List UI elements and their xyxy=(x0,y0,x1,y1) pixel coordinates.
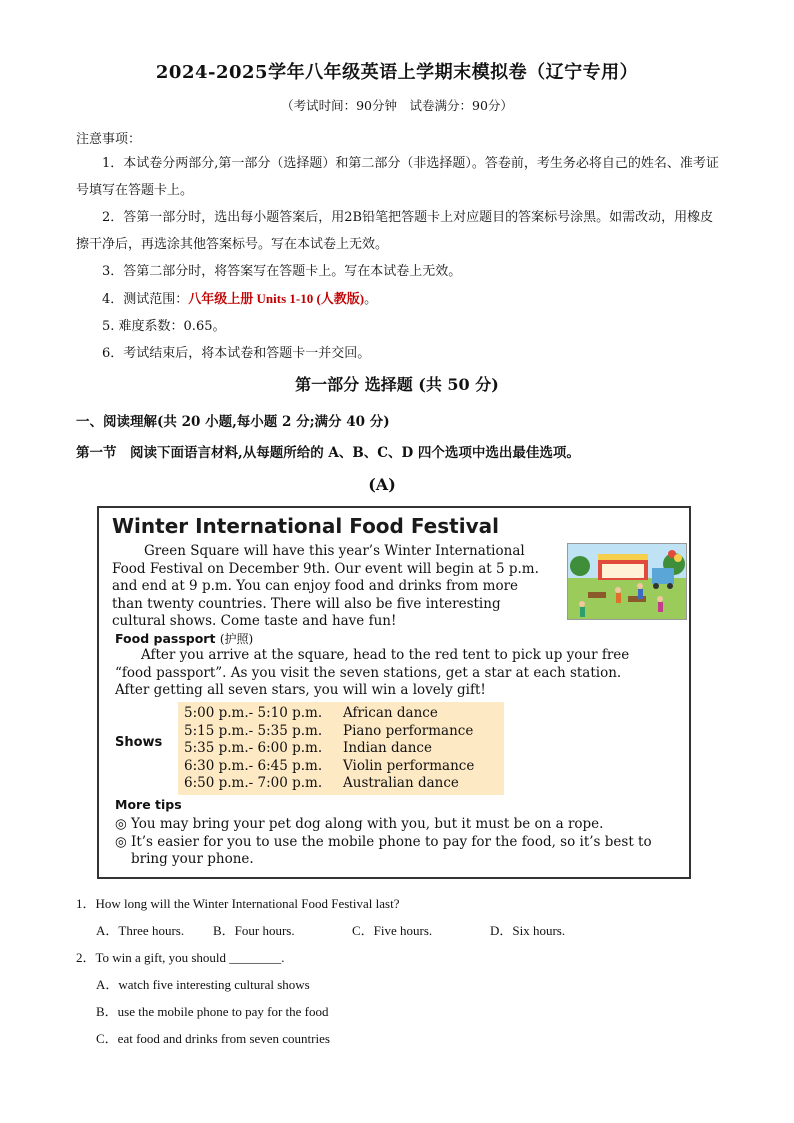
show-name: Violin performance xyxy=(343,757,475,774)
tip-bullet-icon: ◎ xyxy=(115,833,127,850)
notice-item-4-prefix: 4．测试范围： xyxy=(102,292,189,307)
intro-line: Food Festival on December 9th. Our event will begin at 5 p.m. xyxy=(112,560,539,577)
show-time: 5:00 p.m.- 5:10 p.m. xyxy=(184,705,323,721)
passport-translation: (护照) xyxy=(219,632,254,646)
notice-list xyxy=(76,150,726,367)
food-passport-heading: Food passport (护照) xyxy=(115,631,254,646)
intro-line: cultural shows. Come taste and have fun! xyxy=(112,613,397,629)
page-title: 2024-2025学年八年级英语上学期末模拟卷（辽宁专用） xyxy=(155,62,639,83)
show-time: 5:35 p.m.- 6:00 p.m. xyxy=(184,740,323,756)
passage-label: (A) xyxy=(368,475,396,494)
intro-line: and end at 9 p.m. You can enjoy food and drinks from more xyxy=(112,578,519,594)
section-reading-title: 一、阅读理解(共 20 小题,每小题 2 分;满分 40 分) xyxy=(76,414,390,430)
tip-text: You may bring your pet dog along with you, but it must be on a rope. xyxy=(131,816,604,832)
show-name: African dance xyxy=(343,705,438,721)
shows-label: Shows xyxy=(115,735,163,750)
notice-item-5: 5. 难度系数：0.65。 xyxy=(102,319,226,334)
exam-info: （考试时间：90分钟 试卷满分：90分） xyxy=(281,98,513,113)
poster-intro xyxy=(112,543,552,631)
intro-line: than twenty countries. There will also be five interesting xyxy=(112,595,501,612)
tip-text: bring your phone. xyxy=(131,851,254,867)
option-a[interactable]: A．Three hours. xyxy=(96,923,185,938)
option-a[interactable]: A．watch five interesting cultural shows xyxy=(96,977,310,992)
show-time: 5:15 p.m.- 5:35 p.m. xyxy=(184,722,323,739)
option-b[interactable]: B．Four hours. xyxy=(213,923,295,938)
notice-item-4 xyxy=(76,285,726,313)
show-row xyxy=(178,740,504,758)
show-time: 6:30 p.m.- 6:45 p.m. xyxy=(184,757,323,774)
section-instructions: 第一节 阅读下面语言材料,从每题所给的 A、B、C、D 四个选项中选出最佳选项。 xyxy=(76,445,580,461)
option-c[interactable]: C．eat food and drinks from seven countries xyxy=(96,1031,330,1046)
notice-item-4-suffix: 。 xyxy=(364,292,378,307)
tip-text: It’s easier for you to use the mobile phone to pay for the food, so it’s best to xyxy=(131,833,652,850)
option-c[interactable]: C．Five hours. xyxy=(352,923,433,938)
tips-list xyxy=(115,816,685,869)
passport-line: “food passport”. As you visit the seven stations, get a star at each station. xyxy=(115,664,622,681)
notice-heading: 注意事项： xyxy=(76,132,142,147)
show-name: Australian dance xyxy=(343,775,459,791)
option-d[interactable]: D．Six hours. xyxy=(490,923,566,938)
intro-line: Green Square will have this year’s Winter International xyxy=(144,543,525,559)
tip-item xyxy=(115,834,685,852)
tip-item xyxy=(115,816,685,834)
shows-schedule xyxy=(178,702,504,795)
show-time: 6:50 p.m.- 7:00 p.m. xyxy=(184,775,323,791)
test-scope: 八年级上册 Units 1-10 (人教版) xyxy=(188,291,365,306)
poster-title: Winter International Food Festival xyxy=(112,514,499,538)
show-row xyxy=(178,775,504,793)
option-b[interactable]: B．use the mobile phone to pay for the food xyxy=(96,1004,329,1019)
show-name: Piano performance xyxy=(343,722,474,739)
notice-item-3: 3．答第二部分时，将答案写在答题卡上。写在本试卷上无效。 xyxy=(102,264,462,279)
question-2: 2．To win a gift, you should ________. xyxy=(76,950,285,965)
notice-item-2: 2．答第一部分时，选出每小题答案后，用2B铅笔把答题卡上对应题目的答案标号涂黑。如需改动，用橡皮擦干净后，再选涂其他答案标号。写在本试卷上无效。 xyxy=(76,210,714,252)
tip-item-continued xyxy=(115,851,685,869)
notice-item-1: 1．本试卷分两部分,第一部分（选择题）和第二部分（非选择题）。答卷前，考生务必将自己的姓名、准考证号填写在答题卡上。 xyxy=(76,156,719,198)
food-passport-text xyxy=(115,647,683,700)
passport-line: After getting all seven stars, you will win a lovely gift! xyxy=(115,682,486,698)
show-name: Indian dance xyxy=(343,740,432,756)
more-tips-heading: More tips xyxy=(115,797,182,812)
part-one-title: 第一部分 选择题 (共 50 分) xyxy=(295,375,499,394)
festival-illustration xyxy=(567,543,687,620)
show-row xyxy=(178,723,504,741)
show-row xyxy=(178,705,504,723)
notice-item-6: 6．考试结束后，将本试卷和答题卡一并交回。 xyxy=(102,346,371,361)
question-1: 1．How long will the Winter International Food Festival last? xyxy=(76,896,400,911)
festival-poster xyxy=(97,506,691,879)
tip-bullet-icon: ◎ xyxy=(115,816,127,832)
passport-line: After you arrive at the square, head to the red tent to pick up your free xyxy=(141,647,630,663)
show-row xyxy=(178,758,504,776)
